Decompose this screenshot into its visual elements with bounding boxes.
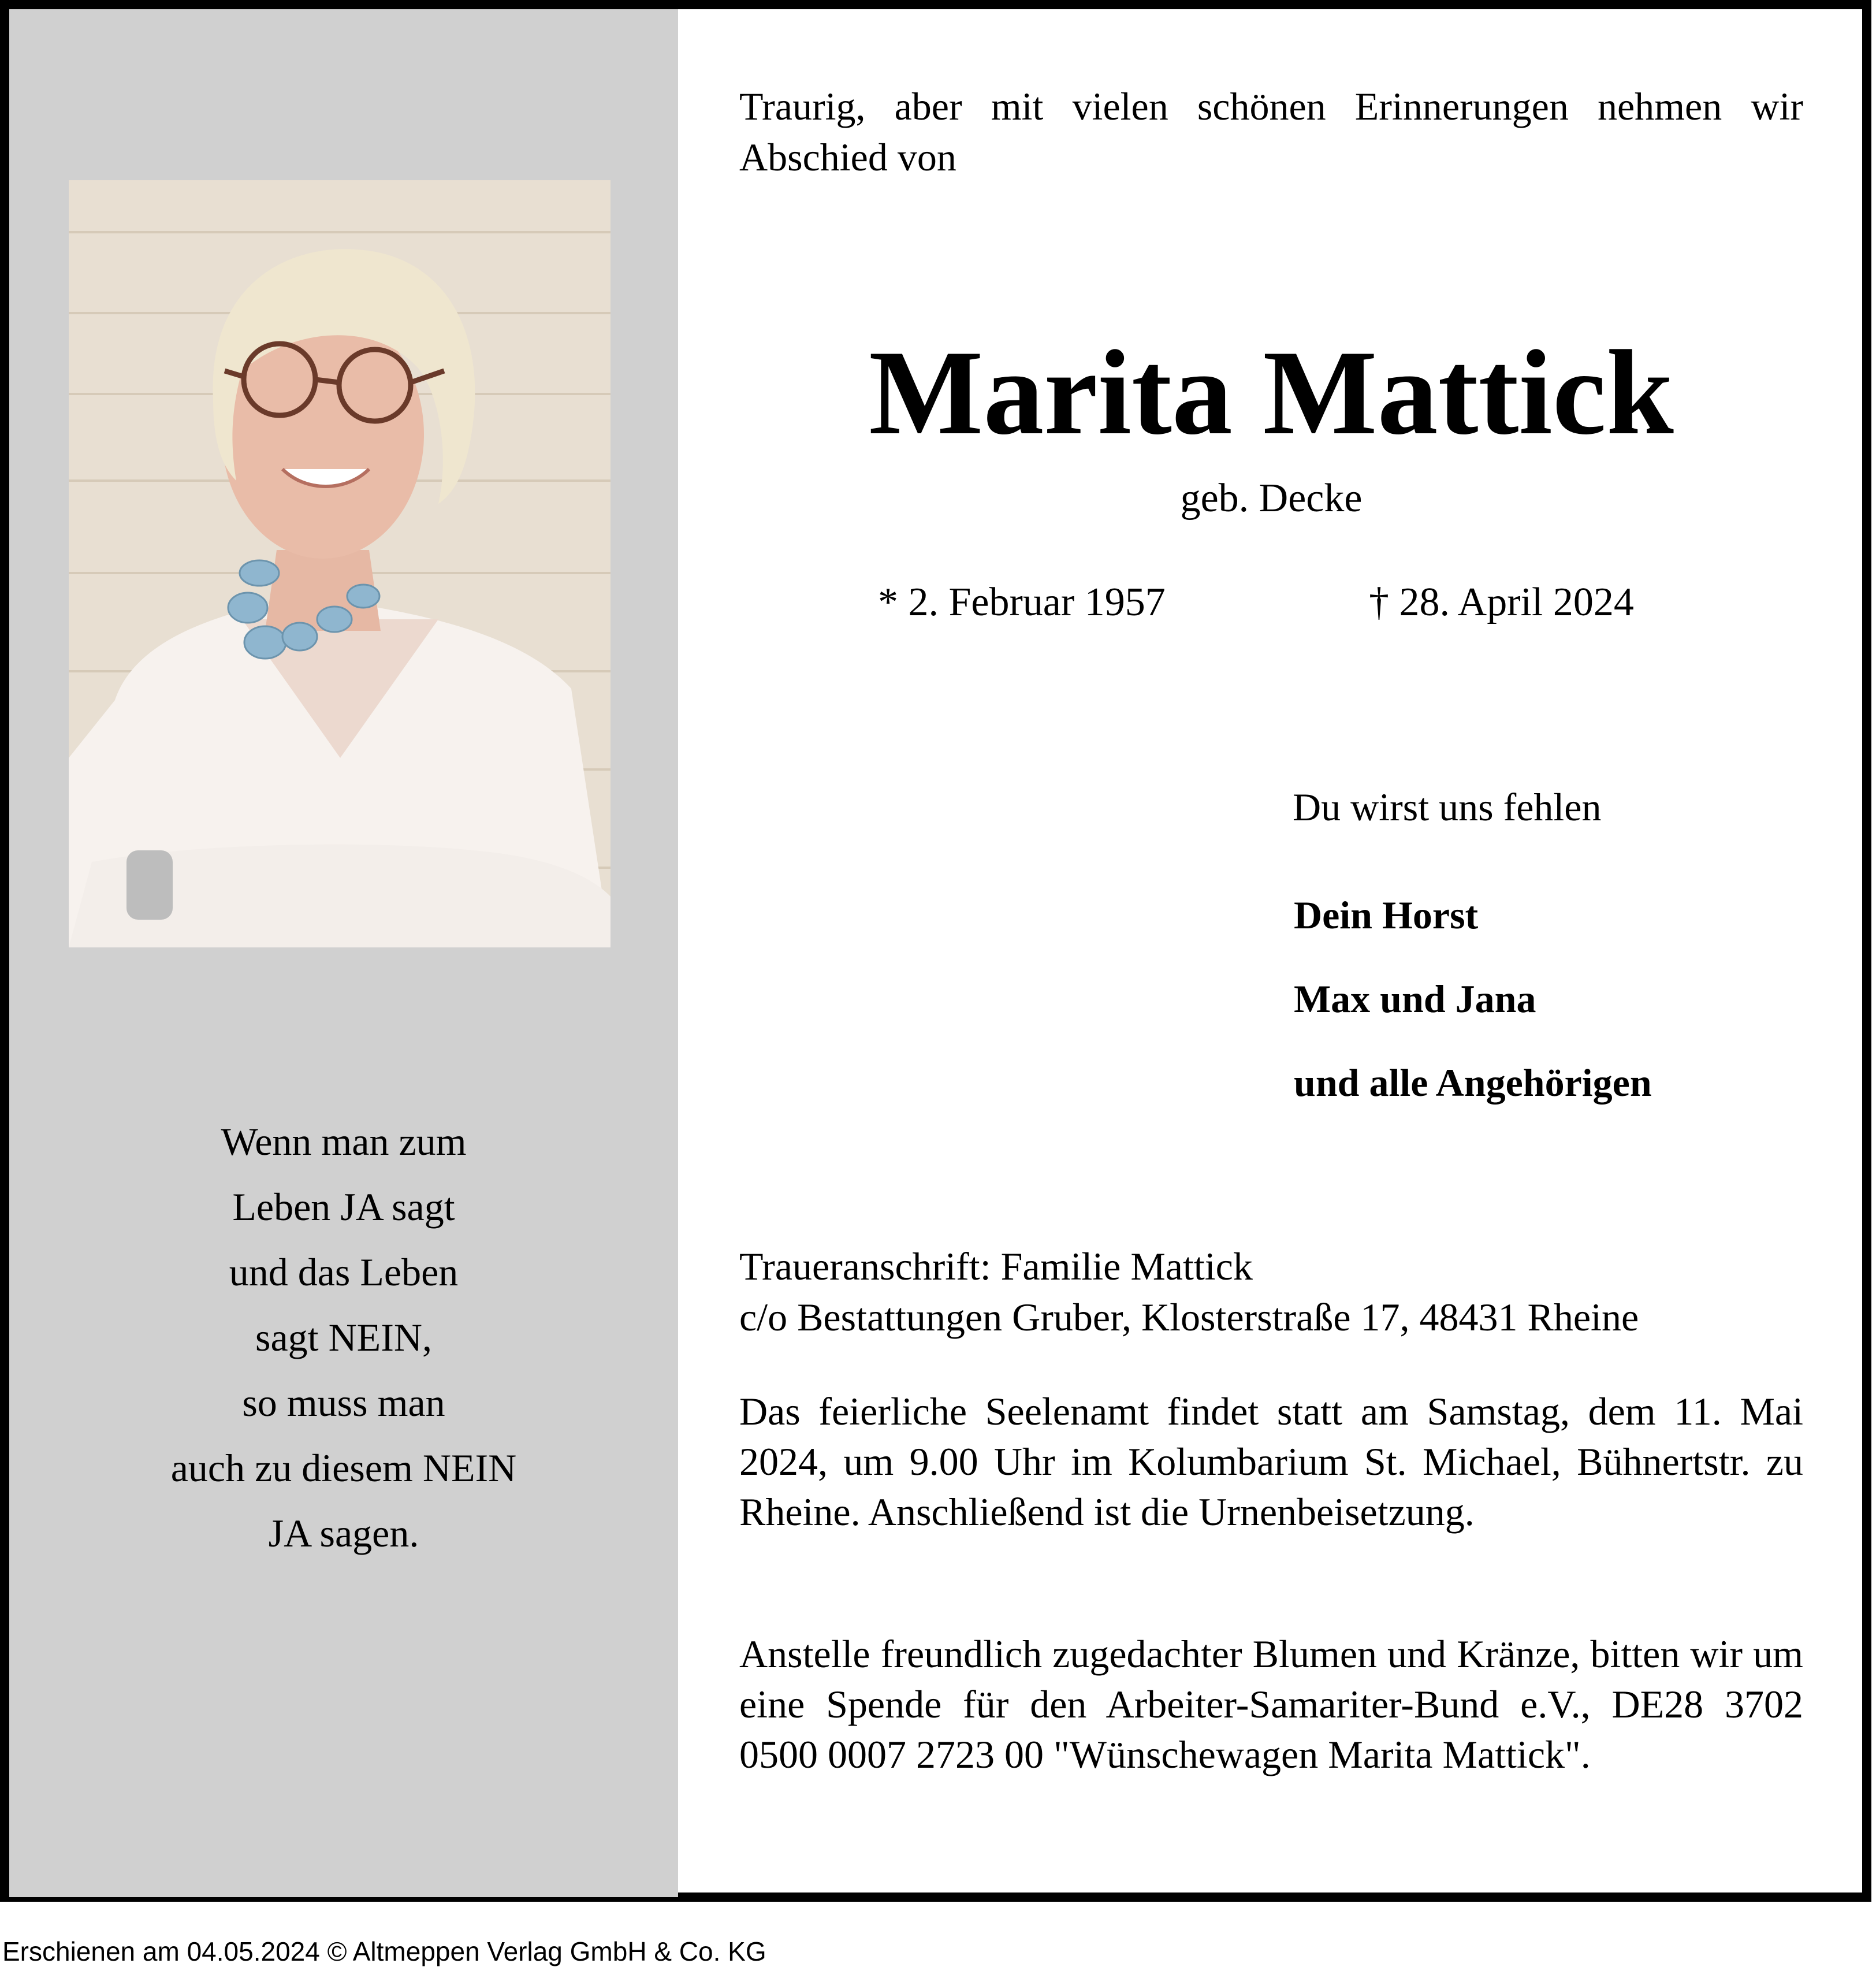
intro-text: Traurig, aber mit vielen schönen Erinnerungen nehmen wir Abschied von [739, 84, 1803, 179]
publication-footer: Erschienen am 04.05.2024 © Altmeppen Verlag GmbH & Co. KG [2, 1936, 766, 1966]
poem-line: sagt NEIN, [255, 1315, 432, 1359]
address-line: Traueranschrift: Familie Mattick [739, 1244, 1253, 1288]
poem [9, 1109, 678, 1566]
deceased-name: Marita Mattick [869, 326, 1674, 460]
mourning-address [739, 1241, 1803, 1343]
signatories [1294, 873, 1652, 1125]
signatory: Max und Jana [1294, 977, 1536, 1021]
poem-line: Leben JA sagt [232, 1185, 455, 1229]
death-date: † 28. April 2024 [1369, 580, 1634, 624]
poem-line: so muss man [242, 1381, 445, 1425]
poem-line: Wenn man zum [221, 1120, 467, 1163]
service-info: Das feierliche Seelenamt findet statt am Samstag, dem 11. Mai 2024, um 9.00 Uhr im Kolumbarium St. Michael, Bühnertstr. zu Rheine. Anschließend ist die Urnenbeisetzung. [739, 1389, 1803, 1534]
address-line: c/o Bestattungen Gruber, Klosterstraße 17, 48431 Rheine [739, 1295, 1639, 1339]
signatory: und alle Angehörigen [1294, 1061, 1652, 1105]
poem-line: auch zu diesem NEIN [170, 1446, 517, 1490]
closing-text: Du wirst uns fehlen [1293, 785, 1602, 829]
poem-line: JA sagen. [268, 1511, 419, 1555]
signatory: Dein Horst [1294, 893, 1479, 937]
birth-date: * 2. Februar 1957 [878, 580, 1166, 624]
maiden-name: geb. Decke [1180, 476, 1363, 520]
portrait-photo [69, 180, 611, 947]
poem-line: und das Leben [229, 1250, 459, 1294]
donation-info: Anstelle freundlich zugedachter Blumen und Kränze, bitten wir um eine Spende für den Arbeiter-Samariter-Bund e.V., DE28 3702 0500 0007 2723 00 "Wünschewagen Marita Mattick". [739, 1632, 1803, 1776]
